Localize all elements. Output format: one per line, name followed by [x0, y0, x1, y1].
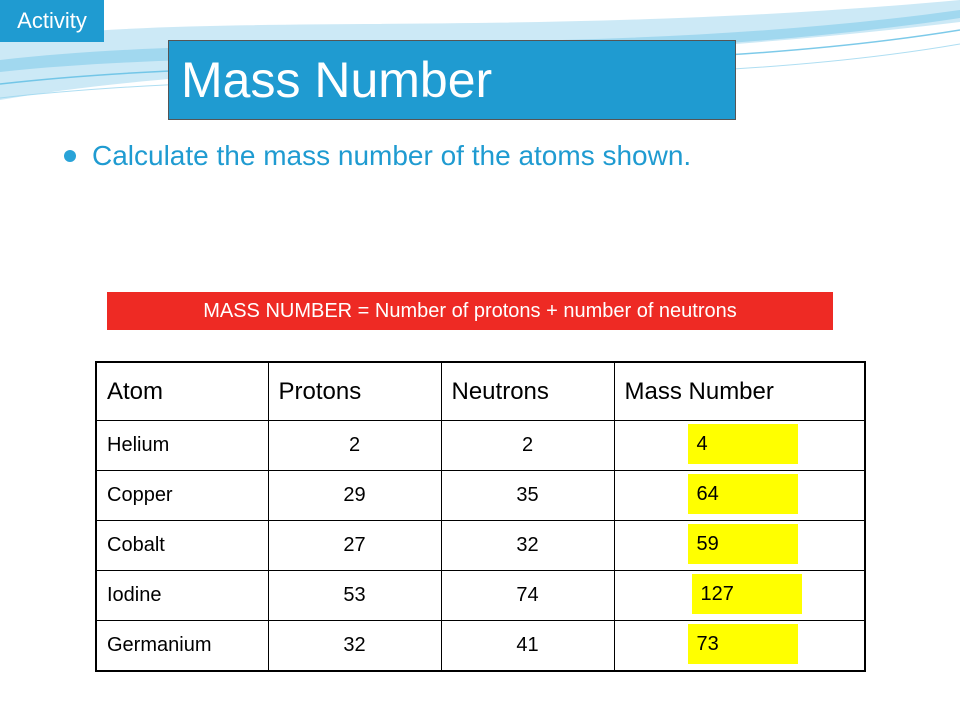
header-mass-number: Mass Number	[614, 362, 865, 421]
instruction-text: Calculate the mass number of the atoms shown.	[92, 140, 692, 171]
mass-number-cell	[614, 571, 865, 621]
header-atom: Atom	[96, 362, 268, 421]
table-row	[96, 621, 865, 672]
mass-number-answer: 64	[688, 474, 798, 514]
mass-number-answer: 73	[688, 624, 798, 664]
header-protons: Protons	[268, 362, 441, 421]
neutrons-value: 41	[441, 621, 614, 672]
protons-value: 2	[268, 421, 441, 471]
mass-number-cell	[614, 521, 865, 571]
mass-number-cell	[614, 471, 865, 521]
neutrons-value: 32	[441, 521, 614, 571]
atom-name: Germanium	[96, 621, 268, 672]
protons-value: 53	[268, 571, 441, 621]
protons-value: 29	[268, 471, 441, 521]
table-header-row	[96, 362, 865, 421]
mass-number-formula: MASS NUMBER = Number of protons + number of neutrons	[107, 292, 833, 330]
atom-name: Iodine	[96, 571, 268, 621]
slide-title: Mass Number	[168, 40, 736, 120]
mass-number-answer: 59	[688, 524, 798, 564]
mass-number-answer: 127	[692, 574, 802, 614]
protons-value: 27	[268, 521, 441, 571]
table-row	[96, 471, 865, 521]
bullet-dot-icon	[64, 150, 76, 162]
header-neutrons: Neutrons	[441, 362, 614, 421]
mass-number-cell	[614, 421, 865, 471]
atom-name: Copper	[96, 471, 268, 521]
neutrons-value: 2	[441, 421, 614, 471]
protons-value: 32	[268, 621, 441, 672]
table-row	[96, 521, 865, 571]
mass-number-cell	[614, 621, 865, 672]
atoms-table	[95, 361, 866, 672]
neutrons-value: 35	[441, 471, 614, 521]
atom-name: Helium	[96, 421, 268, 471]
table-row	[96, 571, 865, 621]
instruction-bullet	[64, 140, 691, 172]
activity-label: Activity	[0, 0, 104, 42]
neutrons-value: 74	[441, 571, 614, 621]
table-row	[96, 421, 865, 471]
atom-name: Cobalt	[96, 521, 268, 571]
mass-number-answer: 4	[688, 424, 798, 464]
